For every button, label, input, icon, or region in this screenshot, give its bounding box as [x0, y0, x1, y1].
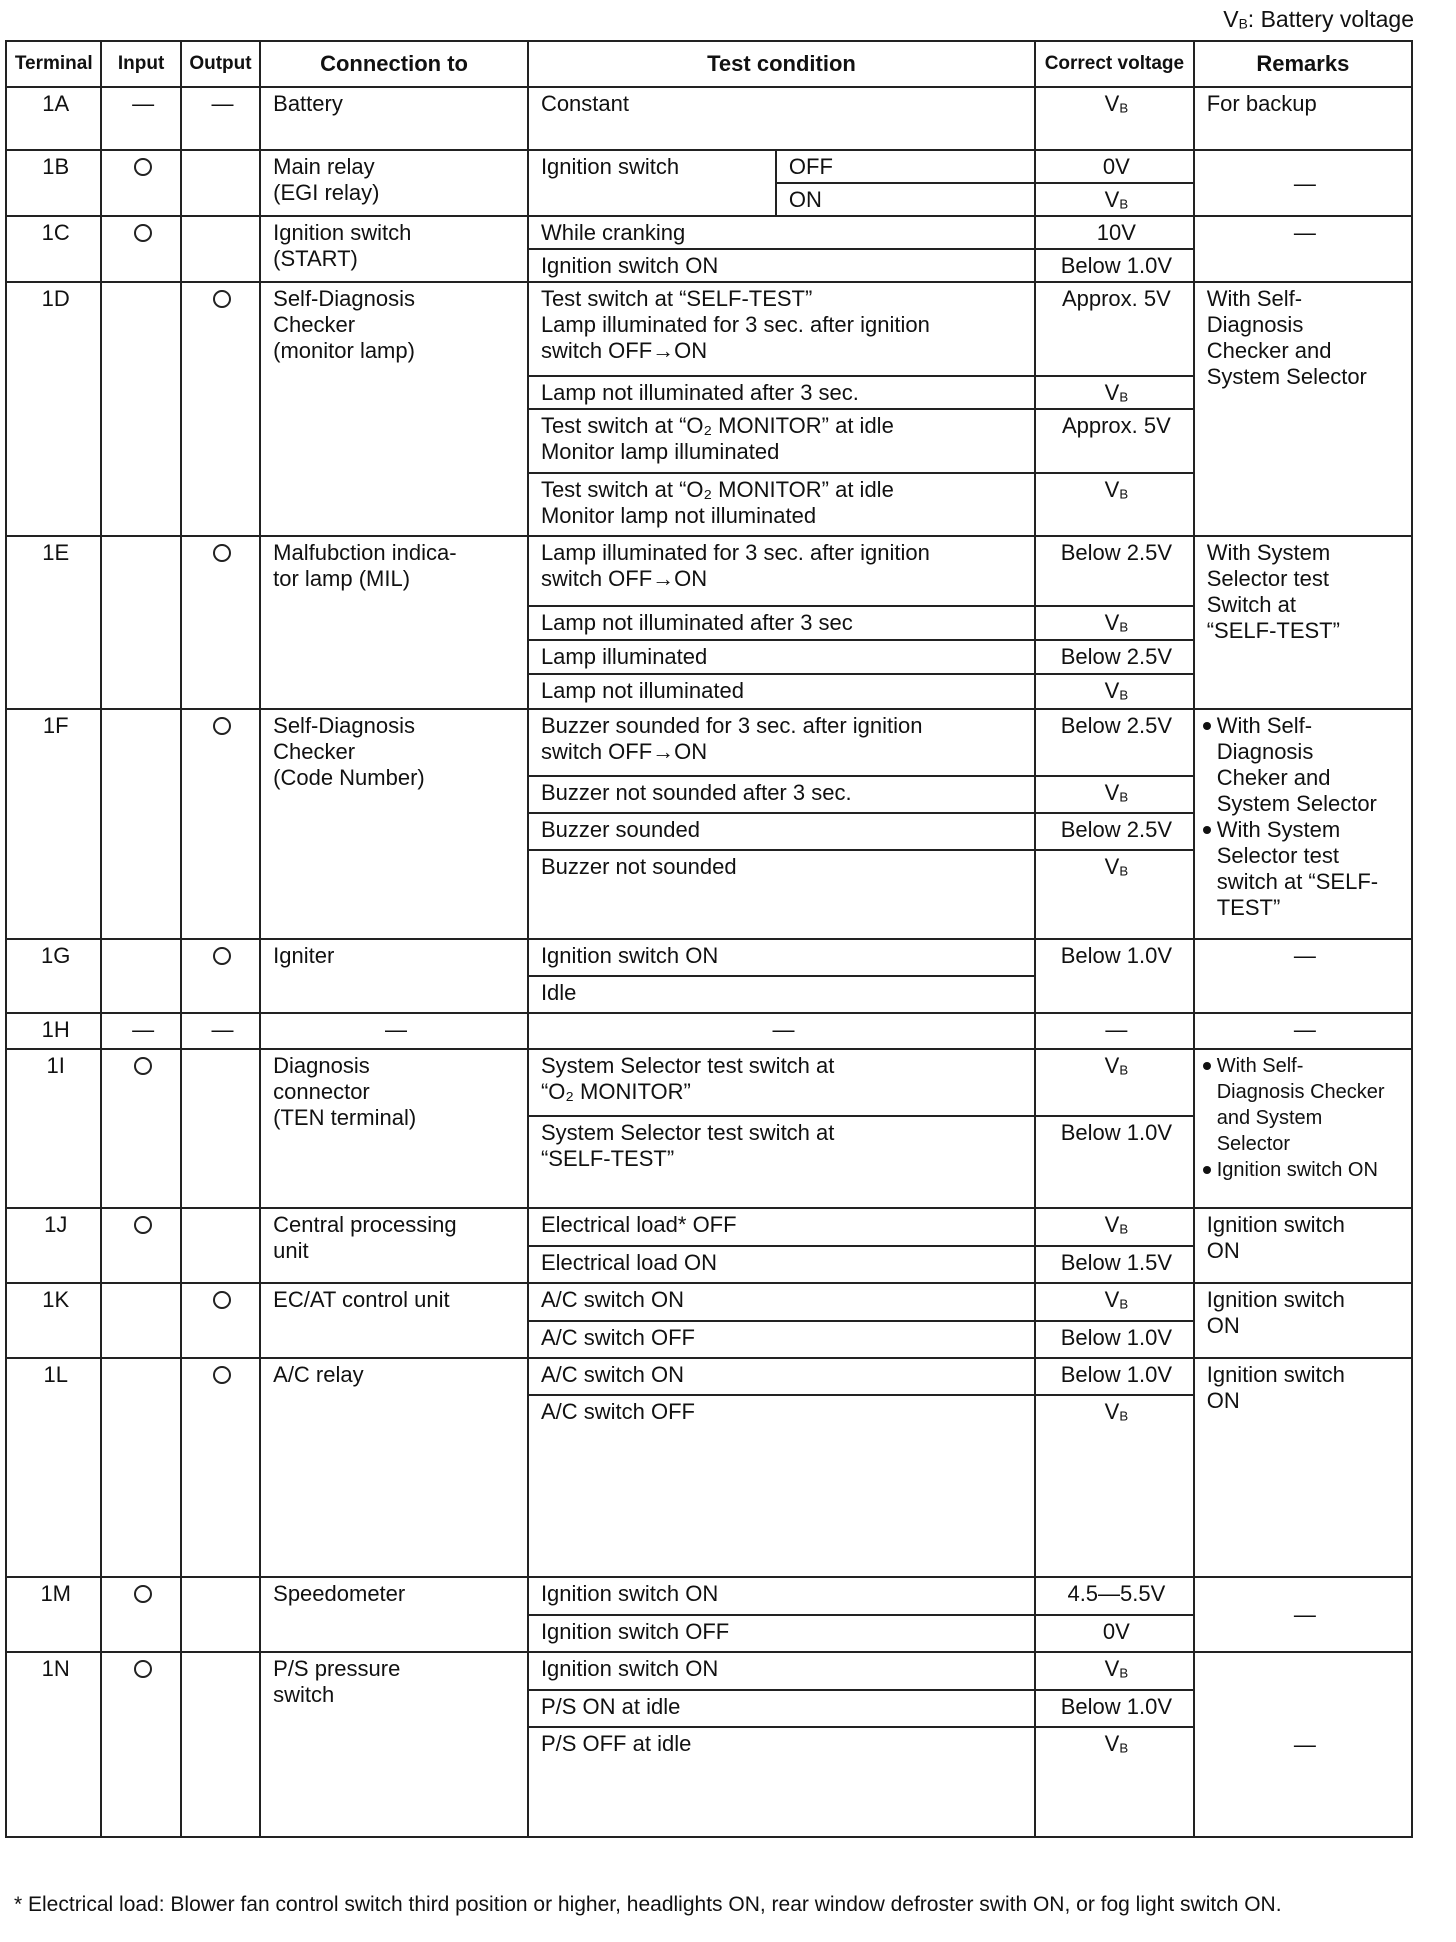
- test-condition-cell: Ignition switch ON: [528, 249, 1035, 282]
- list-item: With System Selector test switch at “SELF- TEST”: [1203, 817, 1403, 921]
- output-mark-icon: [213, 1291, 231, 1309]
- test-condition-cell: Buzzer not sounded: [528, 850, 1035, 939]
- battery-voltage-symbol: $V_B$: [1104, 1052, 1129, 1078]
- voltage-cell: 0V: [1035, 150, 1194, 183]
- test-condition-cell: Lamp illuminated for 3 sec. after ignition switch OFF→ON: [528, 536, 1035, 606]
- voltage-cell: [1035, 1727, 1194, 1837]
- terminal-cell: 1H: [6, 1013, 101, 1049]
- input-mark-icon: [134, 158, 152, 176]
- test-condition-cell: P/S ON at idle: [528, 1690, 1035, 1727]
- voltage-cell: Below 1.0V: [1035, 1358, 1194, 1395]
- test-condition-cell: A/C switch ON: [528, 1283, 1035, 1321]
- input-mark-icon: [134, 1216, 152, 1234]
- table-row: [6, 87, 1412, 150]
- test-condition-cell: Ignition switch ON: [528, 1652, 1035, 1690]
- voltage-cell: [1035, 606, 1194, 640]
- table-row: [6, 150, 1412, 183]
- input-cell: [101, 536, 180, 709]
- header-terminal: Terminal: [6, 41, 101, 87]
- output-cell: [181, 1577, 260, 1652]
- battery-voltage-symbol: $V_B$: [1104, 1286, 1129, 1312]
- terminal-cell: 1F: [6, 709, 101, 939]
- voltage-cell: Below 1.0V: [1035, 939, 1194, 1013]
- input-cell: [101, 282, 180, 536]
- voltage-cell: Approx. 5V: [1035, 409, 1194, 473]
- remarks-cell: Ignition switch ON: [1194, 1208, 1412, 1283]
- voltage-cell: [1035, 1395, 1194, 1577]
- remarks-list: [1203, 1053, 1403, 1183]
- list-item: With Self- Diagnosis Checker and System Selector: [1203, 1053, 1403, 1157]
- table-row: [6, 216, 1412, 249]
- test-condition-cell: Lamp illuminated: [528, 640, 1035, 674]
- connection-cell: Battery: [260, 87, 528, 150]
- header-remarks: Remarks: [1194, 41, 1412, 87]
- input-cell: [101, 1283, 180, 1358]
- input-cell: [101, 216, 180, 282]
- output-cell: [181, 709, 260, 939]
- test-condition-cell: Test switch at “O₂ MONITOR” at idle Monitor lamp illuminated: [528, 409, 1035, 473]
- voltage-cell: [1035, 674, 1194, 709]
- remarks-cell: [1194, 1049, 1412, 1208]
- test-condition-cell: Test switch at “O₂ MONITOR” at idle Monitor lamp not illuminated: [528, 473, 1035, 536]
- test-condition-cell: Ignition switch OFF: [528, 1615, 1035, 1652]
- remarks-list: [1203, 713, 1403, 921]
- test-condition-cell: Ignition switch ON: [528, 939, 1035, 976]
- table-row: [6, 1358, 1412, 1395]
- battery-voltage-symbol: $V_B$: [1104, 379, 1129, 405]
- header-input: Input: [101, 41, 180, 87]
- terminal-cell: 1K: [6, 1283, 101, 1358]
- test-condition-cell: System Selector test switch at “SELF-TEST”: [528, 1116, 1035, 1208]
- remarks-cell: —: [1194, 1577, 1412, 1652]
- input-cell: —: [101, 87, 180, 150]
- remarks-cell: —: [1194, 150, 1412, 216]
- voltage-cell: Below 1.0V: [1035, 1116, 1194, 1208]
- table-row: [6, 1652, 1412, 1690]
- voltage-cell: 10V: [1035, 216, 1194, 249]
- table-row: [6, 1049, 1412, 1116]
- input-cell: [101, 1577, 180, 1652]
- battery-voltage-legend: $V_B$: Battery voltage: [1223, 6, 1414, 32]
- input-cell: [101, 1358, 180, 1577]
- voltage-cell: —: [1035, 1013, 1194, 1049]
- connection-cell: Speedometer: [260, 1577, 528, 1652]
- voltage-cell: [1035, 473, 1194, 536]
- voltage-cell: Below 1.0V: [1035, 1690, 1194, 1727]
- output-cell: [181, 1283, 260, 1358]
- connection-cell: Central processing unit: [260, 1208, 528, 1283]
- test-condition-cell: A/C switch OFF: [528, 1395, 1035, 1577]
- output-cell: [181, 216, 260, 282]
- remarks-cell: —: [1194, 216, 1412, 282]
- voltage-cell: [1035, 1049, 1194, 1116]
- test-condition-cell: Lamp not illuminated after 3 sec.: [528, 376, 1035, 409]
- connection-cell: Diagnosis connector (TEN terminal): [260, 1049, 528, 1208]
- voltage-cell: [1035, 850, 1194, 939]
- input-cell: [101, 1208, 180, 1283]
- output-cell: [181, 282, 260, 536]
- terminal-cell: 1A: [6, 87, 101, 150]
- output-mark-icon: [213, 290, 231, 308]
- voltage-cell: Below 2.5V: [1035, 536, 1194, 606]
- test-condition-cell: System Selector test switch at “O₂ MONITOR”: [528, 1049, 1035, 1116]
- connection-cell: Ignition switch (START): [260, 216, 528, 282]
- test-condition-cell: P/S OFF at idle: [528, 1727, 1035, 1837]
- voltage-cell: Below 2.5V: [1035, 709, 1194, 776]
- footnote: * Electrical load: Blower fan control switch third position or higher, headlights ON, rear window defroster swith ON, or fog light switch ON.: [14, 1893, 1282, 1916]
- terminal-cell: 1B: [6, 150, 101, 216]
- output-cell: [181, 1208, 260, 1283]
- connection-cell: Self-Diagnosis Checker (monitor lamp): [260, 282, 528, 536]
- voltage-cell: [1035, 1283, 1194, 1321]
- input-cell: [101, 939, 180, 1013]
- remarks-cell: For backup: [1194, 87, 1412, 150]
- connection-cell: Malfubction indica- tor lamp (MIL): [260, 536, 528, 709]
- voltage-cell: Below 2.5V: [1035, 813, 1194, 850]
- voltage-cell: Below 1.5V: [1035, 1246, 1194, 1283]
- voltage-cell: Below 2.5V: [1035, 640, 1194, 674]
- test-condition-cell: Constant: [528, 87, 1035, 150]
- input-mark-icon: [134, 224, 152, 242]
- terminal-cell: 1N: [6, 1652, 101, 1837]
- terminal-cell: 1L: [6, 1358, 101, 1577]
- output-cell: [181, 1652, 260, 1837]
- input-mark-icon: [134, 1660, 152, 1678]
- header-correct-voltage: Correct voltage: [1035, 41, 1194, 87]
- terminal-cell: 1C: [6, 216, 101, 282]
- header-row: [6, 41, 1412, 87]
- table-row: [6, 709, 1412, 776]
- connection-cell: —: [260, 1013, 528, 1049]
- table-row: [6, 282, 1412, 376]
- list-item: With Self- Diagnosis Cheker and System Selector: [1203, 713, 1403, 817]
- output-mark-icon: [213, 947, 231, 965]
- battery-voltage-symbol: $V_B$: [1104, 91, 1129, 116]
- output-cell: [181, 939, 260, 1013]
- output-cell: —: [181, 1013, 260, 1049]
- test-condition-cell: Ignition switch ON: [528, 1577, 1035, 1615]
- voltage-cell: [1035, 1652, 1194, 1690]
- terminal-cell: 1D: [6, 282, 101, 536]
- remarks-cell: Ignition switch ON: [1194, 1283, 1412, 1358]
- test-condition-cell: Idle: [528, 976, 1035, 1013]
- connection-cell: Igniter: [260, 939, 528, 1013]
- voltage-cell: Below 1.0V: [1035, 249, 1194, 282]
- connection-cell: EC/AT control unit: [260, 1283, 528, 1358]
- test-condition-cell: A/C switch ON: [528, 1358, 1035, 1395]
- connection-cell: Self-Diagnosis Checker (Code Number): [260, 709, 528, 939]
- header-output: Output: [181, 41, 260, 87]
- input-cell: —: [101, 1013, 180, 1049]
- remarks-cell: —: [1194, 1013, 1412, 1049]
- remarks-cell: With System Selector test Switch at “SELF-TEST”: [1194, 536, 1412, 709]
- test-condition-cell: Electrical load ON: [528, 1246, 1035, 1283]
- test-condition-sub-cell: ON: [776, 183, 1035, 216]
- table-row: [6, 1013, 1412, 1049]
- battery-voltage-symbol: $V_B$: [1104, 1211, 1129, 1237]
- test-condition-cell: —: [528, 1013, 1035, 1049]
- output-mark-icon: [213, 717, 231, 735]
- test-condition-cell: Test switch at “SELF-TEST” Lamp illuminated for 3 sec. after ignition switch OFF→ON: [528, 282, 1035, 376]
- input-cell: [101, 150, 180, 216]
- voltage-cell: 0V: [1035, 1615, 1194, 1652]
- remarks-cell: —: [1194, 1652, 1412, 1837]
- connection-cell: A/C relay: [260, 1358, 528, 1577]
- battery-voltage-symbol: $V_B$: [1104, 1730, 1129, 1756]
- battery-voltage-symbol: $V_B$: [1104, 853, 1129, 879]
- battery-voltage-symbol: $V_B$: [1104, 677, 1129, 703]
- test-condition-cell: While cranking: [528, 216, 1035, 249]
- test-condition-cell: Buzzer not sounded after 3 sec.: [528, 776, 1035, 813]
- input-cell: [101, 709, 180, 939]
- terminal-cell: 1I: [6, 1049, 101, 1208]
- test-condition-cell: Lamp not illuminated: [528, 674, 1035, 709]
- connection-cell: P/S pressure switch: [260, 1652, 528, 1837]
- battery-voltage-symbol: $V_B$: [1104, 187, 1129, 212]
- voltage-cell: Approx. 5V: [1035, 282, 1194, 376]
- table-row: [6, 939, 1412, 976]
- test-condition-cell: Buzzer sounded: [528, 813, 1035, 850]
- list-item: Ignition switch ON: [1203, 1157, 1403, 1183]
- voltage-cell: [1035, 376, 1194, 409]
- test-condition-cell: Lamp not illuminated after 3 sec: [528, 606, 1035, 640]
- output-cell: [181, 1358, 260, 1577]
- input-mark-icon: [134, 1585, 152, 1603]
- voltage-cell: [1035, 183, 1194, 216]
- table-row: [6, 536, 1412, 606]
- terminal-cell: 1J: [6, 1208, 101, 1283]
- terminal-cell: 1M: [6, 1577, 101, 1652]
- remarks-cell: Ignition switch ON: [1194, 1358, 1412, 1577]
- table-row: [6, 1283, 1412, 1321]
- test-condition-cell: Buzzer sounded for 3 sec. after ignition switch OFF→ON: [528, 709, 1035, 776]
- output-mark-icon: [213, 544, 231, 562]
- voltage-cell: [1035, 87, 1194, 150]
- input-mark-icon: [134, 1057, 152, 1075]
- table-row: [6, 1208, 1412, 1246]
- header-connection: Connection to: [260, 41, 528, 87]
- battery-voltage-symbol: $V_B$: [1104, 1398, 1129, 1424]
- input-cell: [101, 1652, 180, 1837]
- output-mark-icon: [213, 1366, 231, 1384]
- battery-voltage-symbol: $V_B$: [1104, 779, 1129, 805]
- voltage-cell: Below 1.0V: [1035, 1321, 1194, 1358]
- terminal-cell: 1E: [6, 536, 101, 709]
- connection-cell: Main relay (EGI relay): [260, 150, 528, 216]
- remarks-cell: With Self- Diagnosis Checker and System Selector: [1194, 282, 1412, 536]
- input-cell: [101, 1049, 180, 1208]
- voltage-cell: [1035, 1208, 1194, 1246]
- battery-voltage-symbol: $V_B$: [1104, 476, 1129, 502]
- output-cell: [181, 1049, 260, 1208]
- remarks-cell: —: [1194, 939, 1412, 1013]
- test-condition-cell: Electrical load* OFF: [528, 1208, 1035, 1246]
- battery-voltage-symbol: $V_B$: [1104, 1655, 1129, 1681]
- test-condition-cell: Ignition switch: [528, 150, 776, 216]
- test-condition-sub-cell: OFF: [776, 150, 1035, 183]
- battery-voltage-symbol: $V_B$: [1104, 609, 1129, 635]
- voltage-cell: [1035, 776, 1194, 813]
- output-cell: —: [181, 87, 260, 150]
- output-cell: [181, 536, 260, 709]
- terminal-spec-table: [5, 40, 1413, 1838]
- remarks-cell: [1194, 709, 1412, 939]
- table-row: [6, 1577, 1412, 1615]
- voltage-cell: 4.5—5.5V: [1035, 1577, 1194, 1615]
- terminal-cell: 1G: [6, 939, 101, 1013]
- output-cell: [181, 150, 260, 216]
- header-test-condition: Test condition: [528, 41, 1035, 87]
- test-condition-cell: A/C switch OFF: [528, 1321, 1035, 1358]
